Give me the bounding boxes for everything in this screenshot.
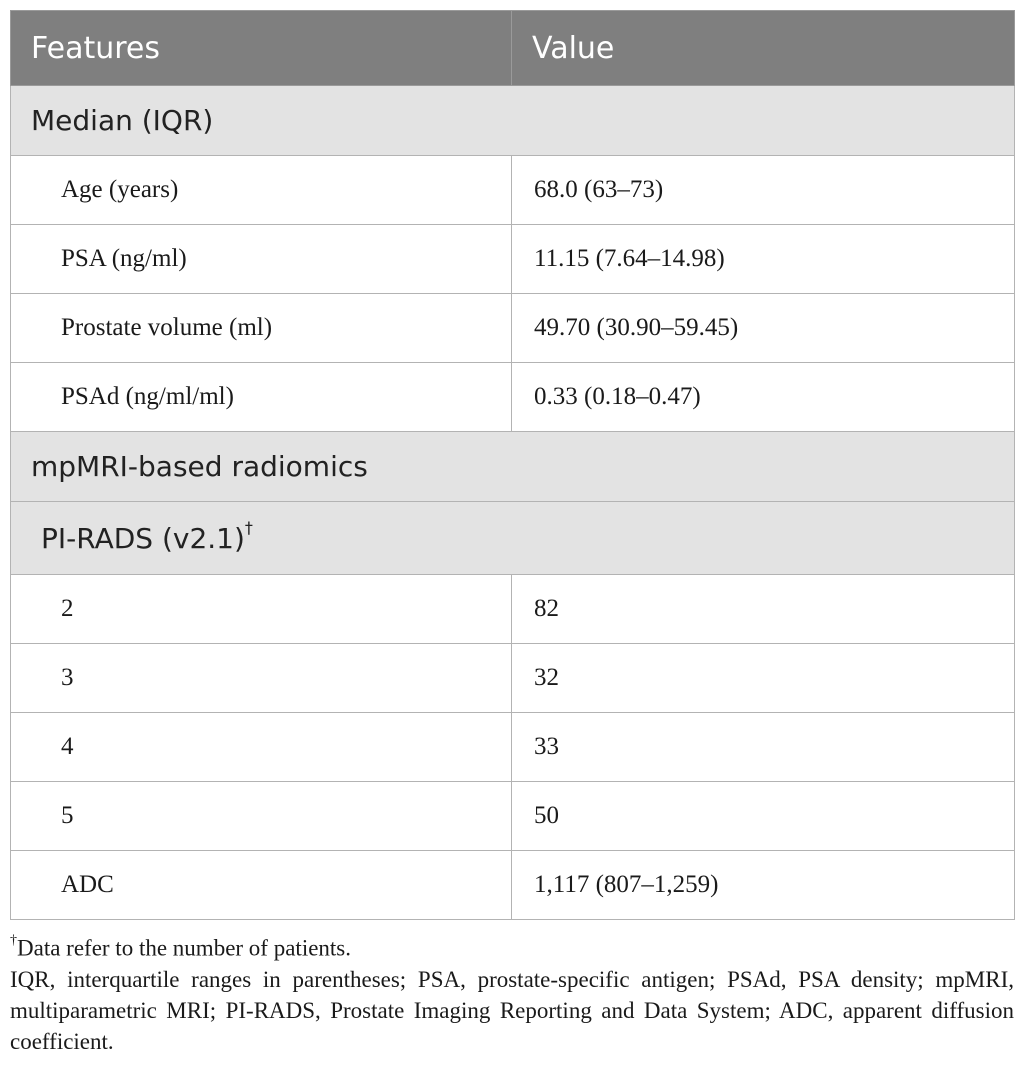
table-row [11, 294, 1015, 363]
feature-cell: PSAd (ng/ml/ml) [11, 363, 512, 432]
feature-cell: Prostate volume (ml) [11, 294, 512, 363]
feature-cell: 5 [11, 782, 512, 851]
table-row [11, 851, 1015, 920]
section-label-mpmri: mpMRI-based radiomics [11, 432, 1015, 502]
characteristics-table [10, 10, 1015, 920]
feature-cell: ADC [11, 851, 512, 920]
value-cell: 32 [512, 644, 1015, 713]
footnote-text: Data refer to the number of patients. [17, 935, 352, 961]
value-cell: 1,117 (807–1,259) [512, 851, 1015, 920]
table-header-row [11, 11, 1015, 86]
dagger-mark: † [10, 933, 17, 948]
characteristics-table-container [10, 10, 1014, 920]
table-row [11, 225, 1015, 294]
footnote-line [10, 928, 1014, 964]
value-cell: 50 [512, 782, 1015, 851]
dagger-mark: † [244, 518, 253, 538]
feature-cell: 2 [11, 575, 512, 644]
table-row [11, 156, 1015, 225]
value-cell: 82 [512, 575, 1015, 644]
table-row [11, 363, 1015, 432]
table-notes [10, 928, 1014, 1057]
value-cell: 33 [512, 713, 1015, 782]
header-value: Value [512, 11, 1015, 86]
value-cell: 68.0 (63–73) [512, 156, 1015, 225]
table-row [11, 575, 1015, 644]
value-cell: 0.33 (0.18–0.47) [512, 363, 1015, 432]
subsection-row-pirads [11, 502, 1015, 575]
value-cell: 49.70 (30.90–59.45) [512, 294, 1015, 363]
abbreviations-text: IQR, interquartile ranges in parentheses; PSA, prostate-specific antigen; PSAd, PSA density; mpMRI, multiparametric MRI; PI-RADS, Prostate Imaging Reporting and Data System; ADC, apparent diffusion coefficient. [10, 966, 1014, 1054]
table-row [11, 644, 1015, 713]
feature-cell: 3 [11, 644, 512, 713]
subsection-cell-pirads [11, 502, 1015, 575]
section-label-median: Median (IQR) [11, 86, 1015, 156]
subsection-label-pirads: PI-RADS (v2.1) [41, 521, 245, 555]
feature-cell: Age (years) [11, 156, 512, 225]
feature-cell: 4 [11, 713, 512, 782]
section-row-median [11, 86, 1015, 156]
section-row-mpmri [11, 432, 1015, 502]
header-features: Features [11, 11, 512, 86]
table-row [11, 713, 1015, 782]
table-row [11, 782, 1015, 851]
value-cell: 11.15 (7.64–14.98) [512, 225, 1015, 294]
feature-cell: PSA (ng/ml) [11, 225, 512, 294]
